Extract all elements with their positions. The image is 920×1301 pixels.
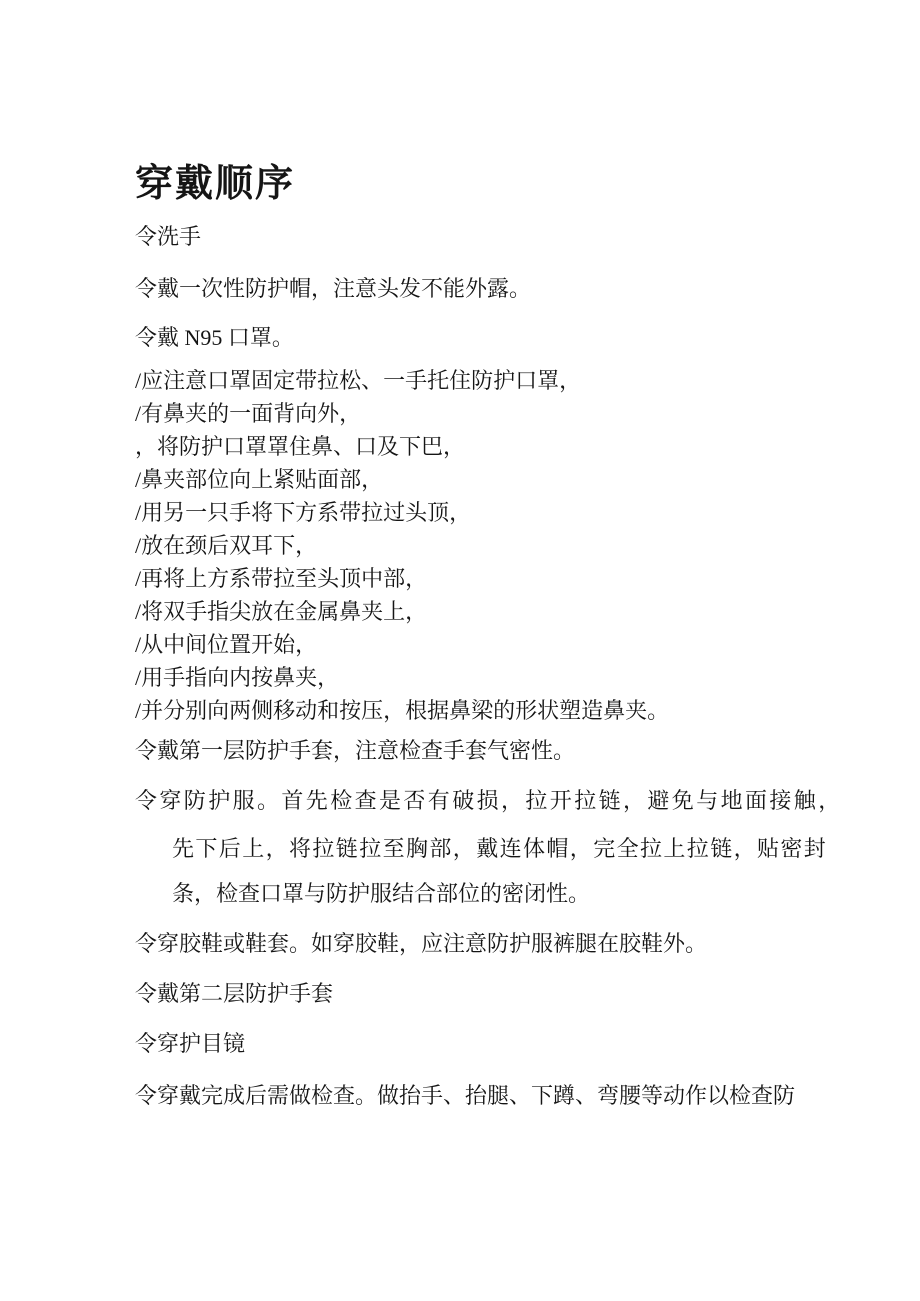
paragraph-line: 令穿胶鞋或鞋套。如穿胶鞋，应注意防护服裤腿在胶鞋外。: [135, 931, 708, 956]
paragraph-line: 令穿戴完成后需做检查。做抬手、抬腿、下蹲、弯腰等动作以检查防: [135, 1083, 796, 1108]
paragraph-line: /放在颈后双耳下，: [135, 533, 318, 558]
paragraph-line: /用另一只手将下方系带拉过头顶，: [135, 500, 472, 525]
paragraph-line: /应注意口罩固定带拉松、一手托住防护口罩，: [135, 368, 582, 393]
paragraph-line: 先下后上，将拉链拉至胸部，戴连体帽，完全拉上拉链，贴密封: [172, 836, 828, 861]
paragraph-line: 令戴一次性防护帽，注意头发不能外露。: [135, 276, 532, 301]
paragraph-line: /有鼻夹的一面背向外，: [135, 401, 362, 426]
paragraph-line: 令穿防护服。首先检查是否有破损，拉开拉链，避免与地面接触，: [135, 788, 843, 813]
page-title: 穿戴顺序: [135, 163, 296, 205]
paragraph-line: /用手指向内按鼻夹，: [135, 665, 340, 690]
paragraph-line: 条，检查口罩与防护服结合部位的密闭性。: [172, 881, 591, 906]
paragraph-line: 令戴第二层防护手套: [135, 981, 334, 1006]
paragraph-line: /再将上方系带拉至头顶中部，: [135, 566, 428, 591]
paragraph-line: /鼻夹部位向上紧贴面部，: [135, 467, 384, 492]
paragraph-line: 令穿护目镜: [135, 1031, 246, 1056]
document-content: [135, 163, 860, 1112]
paragraph-line: ，将防护口罩罩住鼻、口及下巴，: [135, 434, 466, 459]
paragraph-line: /从中间位置开始，: [135, 632, 318, 657]
paragraph-line: /将双手指尖放在金属鼻夹上，: [135, 599, 428, 624]
paragraph-line: 令戴 N95 口罩。: [135, 325, 294, 350]
paragraph-line: 令洗手: [135, 224, 202, 249]
paragraph-line: 令戴第一层防护手套，注意检查手套气密性。: [135, 738, 576, 763]
paragraph-line: /并分别向两侧移动和按压，根据鼻梁的形状塑造鼻夹。: [135, 698, 670, 723]
